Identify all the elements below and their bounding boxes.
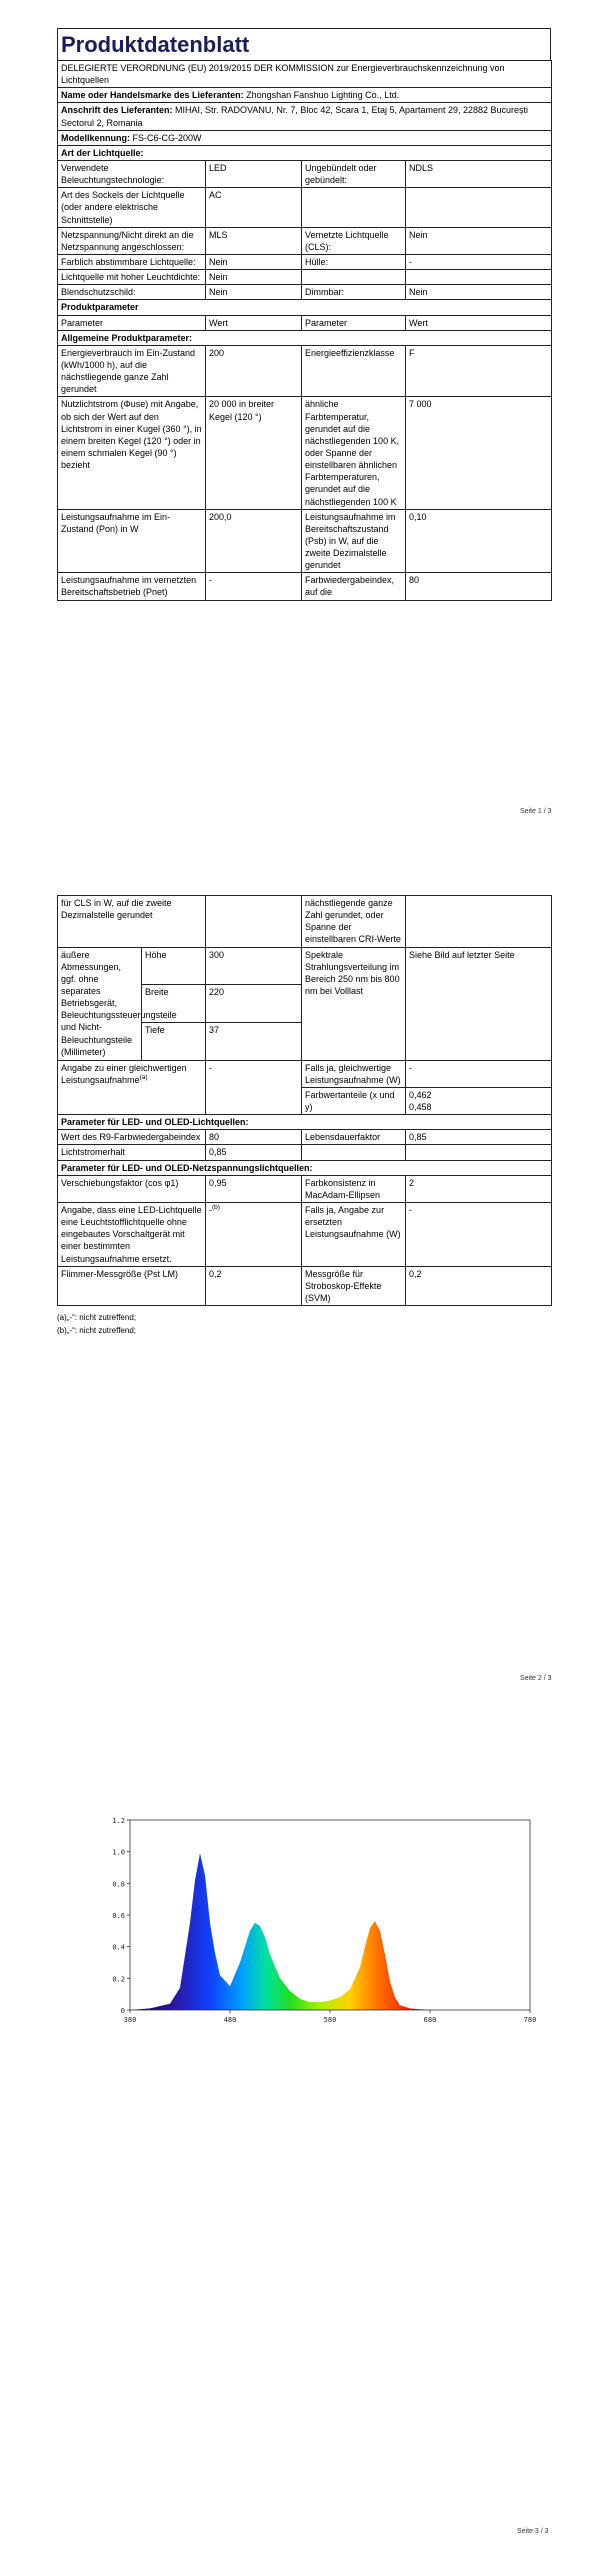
col-value-2: Wert bbox=[406, 315, 552, 330]
y-tick-label: 0.6 bbox=[112, 1912, 125, 1920]
mains-params-header: Parameter für LED- und OLED-Netzspannungslichtquellen: bbox=[58, 1160, 552, 1175]
table-row: Nutzlichtstrom (Φuse) mit Angabe, ob sich der Wert auf den Lichtstrom in einer Kugel (360 °), in einem breiten Kegel (120 °) oder in einem schmalen Kegel (90 °) bezieht 20 000 in breiter Kegel (120 °) ähnliche Farbtemperatur, gerundet auf die nächstliegenden 100 K, oder Spanne der einstellbaren ähnlichen Farbtemperaturen, gerundet auf die nächstliegenden 100 K 7 000 bbox=[58, 397, 552, 509]
table-row: Blendschutzschild: Nein Dimmbar: Nein bbox=[58, 285, 552, 300]
table-row: Leistungsaufnahme im vernetzten Bereitschaftsbetrieb (Pnet) - Farbwiedergabeindex, auf die 80 bbox=[58, 573, 552, 600]
page-2 bbox=[0, 895, 603, 1695]
dims-label: äußere Abmessungen, ggf. ohne separates Betriebsgerät, Beleuchtungssteuerungsteile und Nicht-Beleuchtungsteile (Millimeter) bbox=[58, 947, 142, 1060]
y-tick-label: 0 bbox=[120, 2007, 125, 2015]
x-tick-label: 380 bbox=[123, 2016, 137, 2024]
source-type-header: Art der Lichtquelle: bbox=[58, 145, 552, 160]
page-1 bbox=[0, 0, 603, 815]
table-row: Leistungsaufnahme im Ein-Zustand (Pon) in W 200,0 Leistungsaufnahme im Bereitschaftszustand (Psb) in W, auf die zweite Dezimalstelle gerundet 0,10 bbox=[58, 509, 552, 573]
y-tick-label: 1.0 bbox=[112, 1848, 125, 1857]
model-value: FS-C6-CG-200W bbox=[132, 132, 202, 143]
table-row: Flimmer-Messgröße (Pst LM) 0,2 Messgröße für Stroboskop-Effekte (SVM) 0,2 bbox=[58, 1266, 552, 1305]
model-label: Modellkennung: bbox=[61, 132, 130, 143]
supplier-label: Name oder Handelsmarke des Lieferanten: bbox=[61, 90, 244, 101]
col-value: Wert bbox=[206, 315, 302, 330]
col-param: Parameter bbox=[58, 315, 206, 330]
supplier-value: Zhongshan Fanshuo Lighting Co., Ltd. bbox=[246, 90, 400, 101]
table-row: Lichtstromerhalt 0,85 bbox=[58, 1145, 552, 1160]
x-tick-label: 780 bbox=[523, 2016, 537, 2024]
datasheet-table-2 bbox=[57, 895, 552, 1306]
product-params-header: Produktparameter bbox=[58, 300, 552, 315]
table-row: Art des Sockels der Lichtquelle (oder andere elektrische Schnittstelle) AC bbox=[58, 188, 552, 227]
y-tick-label: 0.4 bbox=[112, 1943, 125, 1952]
y-tick-label: 1.2 bbox=[112, 1817, 125, 1825]
address-value: MIHAI, Str. RADOVANU, Nr. 7, Bloc 42, Scara 1, Etaj 5, Apartament 29, 22882 București Sectorul 2, Romania bbox=[61, 105, 529, 128]
page-number: Seite 2 / 3 bbox=[520, 1675, 552, 1682]
footnote-b: (b)„-“: nicht zutreffend; bbox=[57, 1325, 136, 1335]
table-row: Wert des R9-Farbwiedergabeindex 80 Lebensdauerfaktor 0,85 bbox=[58, 1130, 552, 1145]
table-row: Angabe, dass eine LED-Lichtquelle eine Leuchtstofflichtquelle ohne eingebautes Vorschaltgerät mit einer bestimmten Leistungsaufnahme ersetzt. -$^{(b)}$ Falls ja, Angabe zur ersetzten Leistungsaufnahme (W) - bbox=[58, 1202, 552, 1266]
table-row: für CLS in W, auf die zweite Dezimalstelle gerundet nächstliegende ganze Zahl gerundet, oder Spanne der einstellbaren CRI-Werte bbox=[58, 896, 552, 948]
table-row: Netzspannung/Nicht direkt an die Netzspannung angeschlossen: MLS Vernetzte Lichtquelle (CLS): Nein bbox=[58, 227, 552, 254]
table-row: Farblich abstimmbare Lichtquelle: Nein Hülle: - bbox=[58, 254, 552, 269]
table-row: Verschiebungsfaktor (cos φ1) 0,95 Farbkonsistenz in MacAdam-Ellipsen 2 bbox=[58, 1175, 552, 1202]
spectral-chart-svg bbox=[100, 1810, 545, 2040]
page-title: Produktdatenblatt bbox=[57, 28, 551, 60]
table-row: äußere Abmessungen, ggf. ohne separates Betriebsgerät, Beleuchtungssteuerungsteile und Nicht-Beleuchtungsteile (Millimeter) Höhe 300 Spektrale Strahlungsverteilung im Bereich 250 nm bis 800 nm bei Volllast Siehe Bild auf letzter Seite bbox=[58, 947, 552, 985]
table-row: Farbwertanteile (x und y) 0,462 0,458 bbox=[58, 1087, 552, 1114]
footnote-a: (a)„-“: nicht zutreffend; bbox=[57, 1313, 136, 1323]
spectrum-area bbox=[130, 1853, 530, 2010]
page-number: Seite 3 / 3 bbox=[517, 2528, 549, 2535]
page-number: Seite 1 / 3 bbox=[520, 808, 552, 815]
table-row: Angabe zu einer gleichwertigen Leistungsaufnahme$^{(a)}$ - Falls ja, gleichwertige Leistungsaufnahme (W) - bbox=[58, 1060, 552, 1087]
led-params-header: Parameter für LED- und OLED-Lichtquellen: bbox=[58, 1115, 552, 1130]
table-row: Breite 220 bbox=[58, 985, 552, 1023]
x-tick-label: 580 bbox=[323, 2016, 337, 2024]
y-tick-label: 0.2 bbox=[112, 1975, 125, 1984]
x-tick-label: 680 bbox=[423, 2016, 437, 2024]
table-row: Lichtquelle mit hoher Leuchtdichte: Nein bbox=[58, 270, 552, 285]
general-params-header: Allgemeine Produktparameter: bbox=[58, 330, 552, 345]
y-tick-label: 0.8 bbox=[112, 1880, 125, 1889]
table-row: Energieverbrauch im Ein-Zustand (kWh/1000 h), auf die nächstliegende ganze Zahl gerundet 200 Energieeffizienzklasse F bbox=[58, 345, 552, 397]
col-param-2: Parameter bbox=[302, 315, 406, 330]
table-row: Tiefe 37 bbox=[58, 1022, 552, 1060]
datasheet-table-1 bbox=[57, 60, 552, 601]
column-header-row bbox=[58, 315, 552, 330]
x-tick-label: 480 bbox=[223, 2016, 237, 2024]
address-label: Anschrift des Lieferanten: bbox=[61, 105, 173, 116]
spectral-chart bbox=[100, 1810, 545, 2040]
table-row: Verwendete Beleuchtungstechnologie: LED Ungebündelt oder gebündelt: NDLS bbox=[58, 160, 552, 187]
regulation-text: DELEGIERTE VERORDNUNG (EU) 2019/2015 DER KOMMISSION zur Energieverbrauchskennzeichnung von Lichtquellen bbox=[58, 61, 552, 88]
